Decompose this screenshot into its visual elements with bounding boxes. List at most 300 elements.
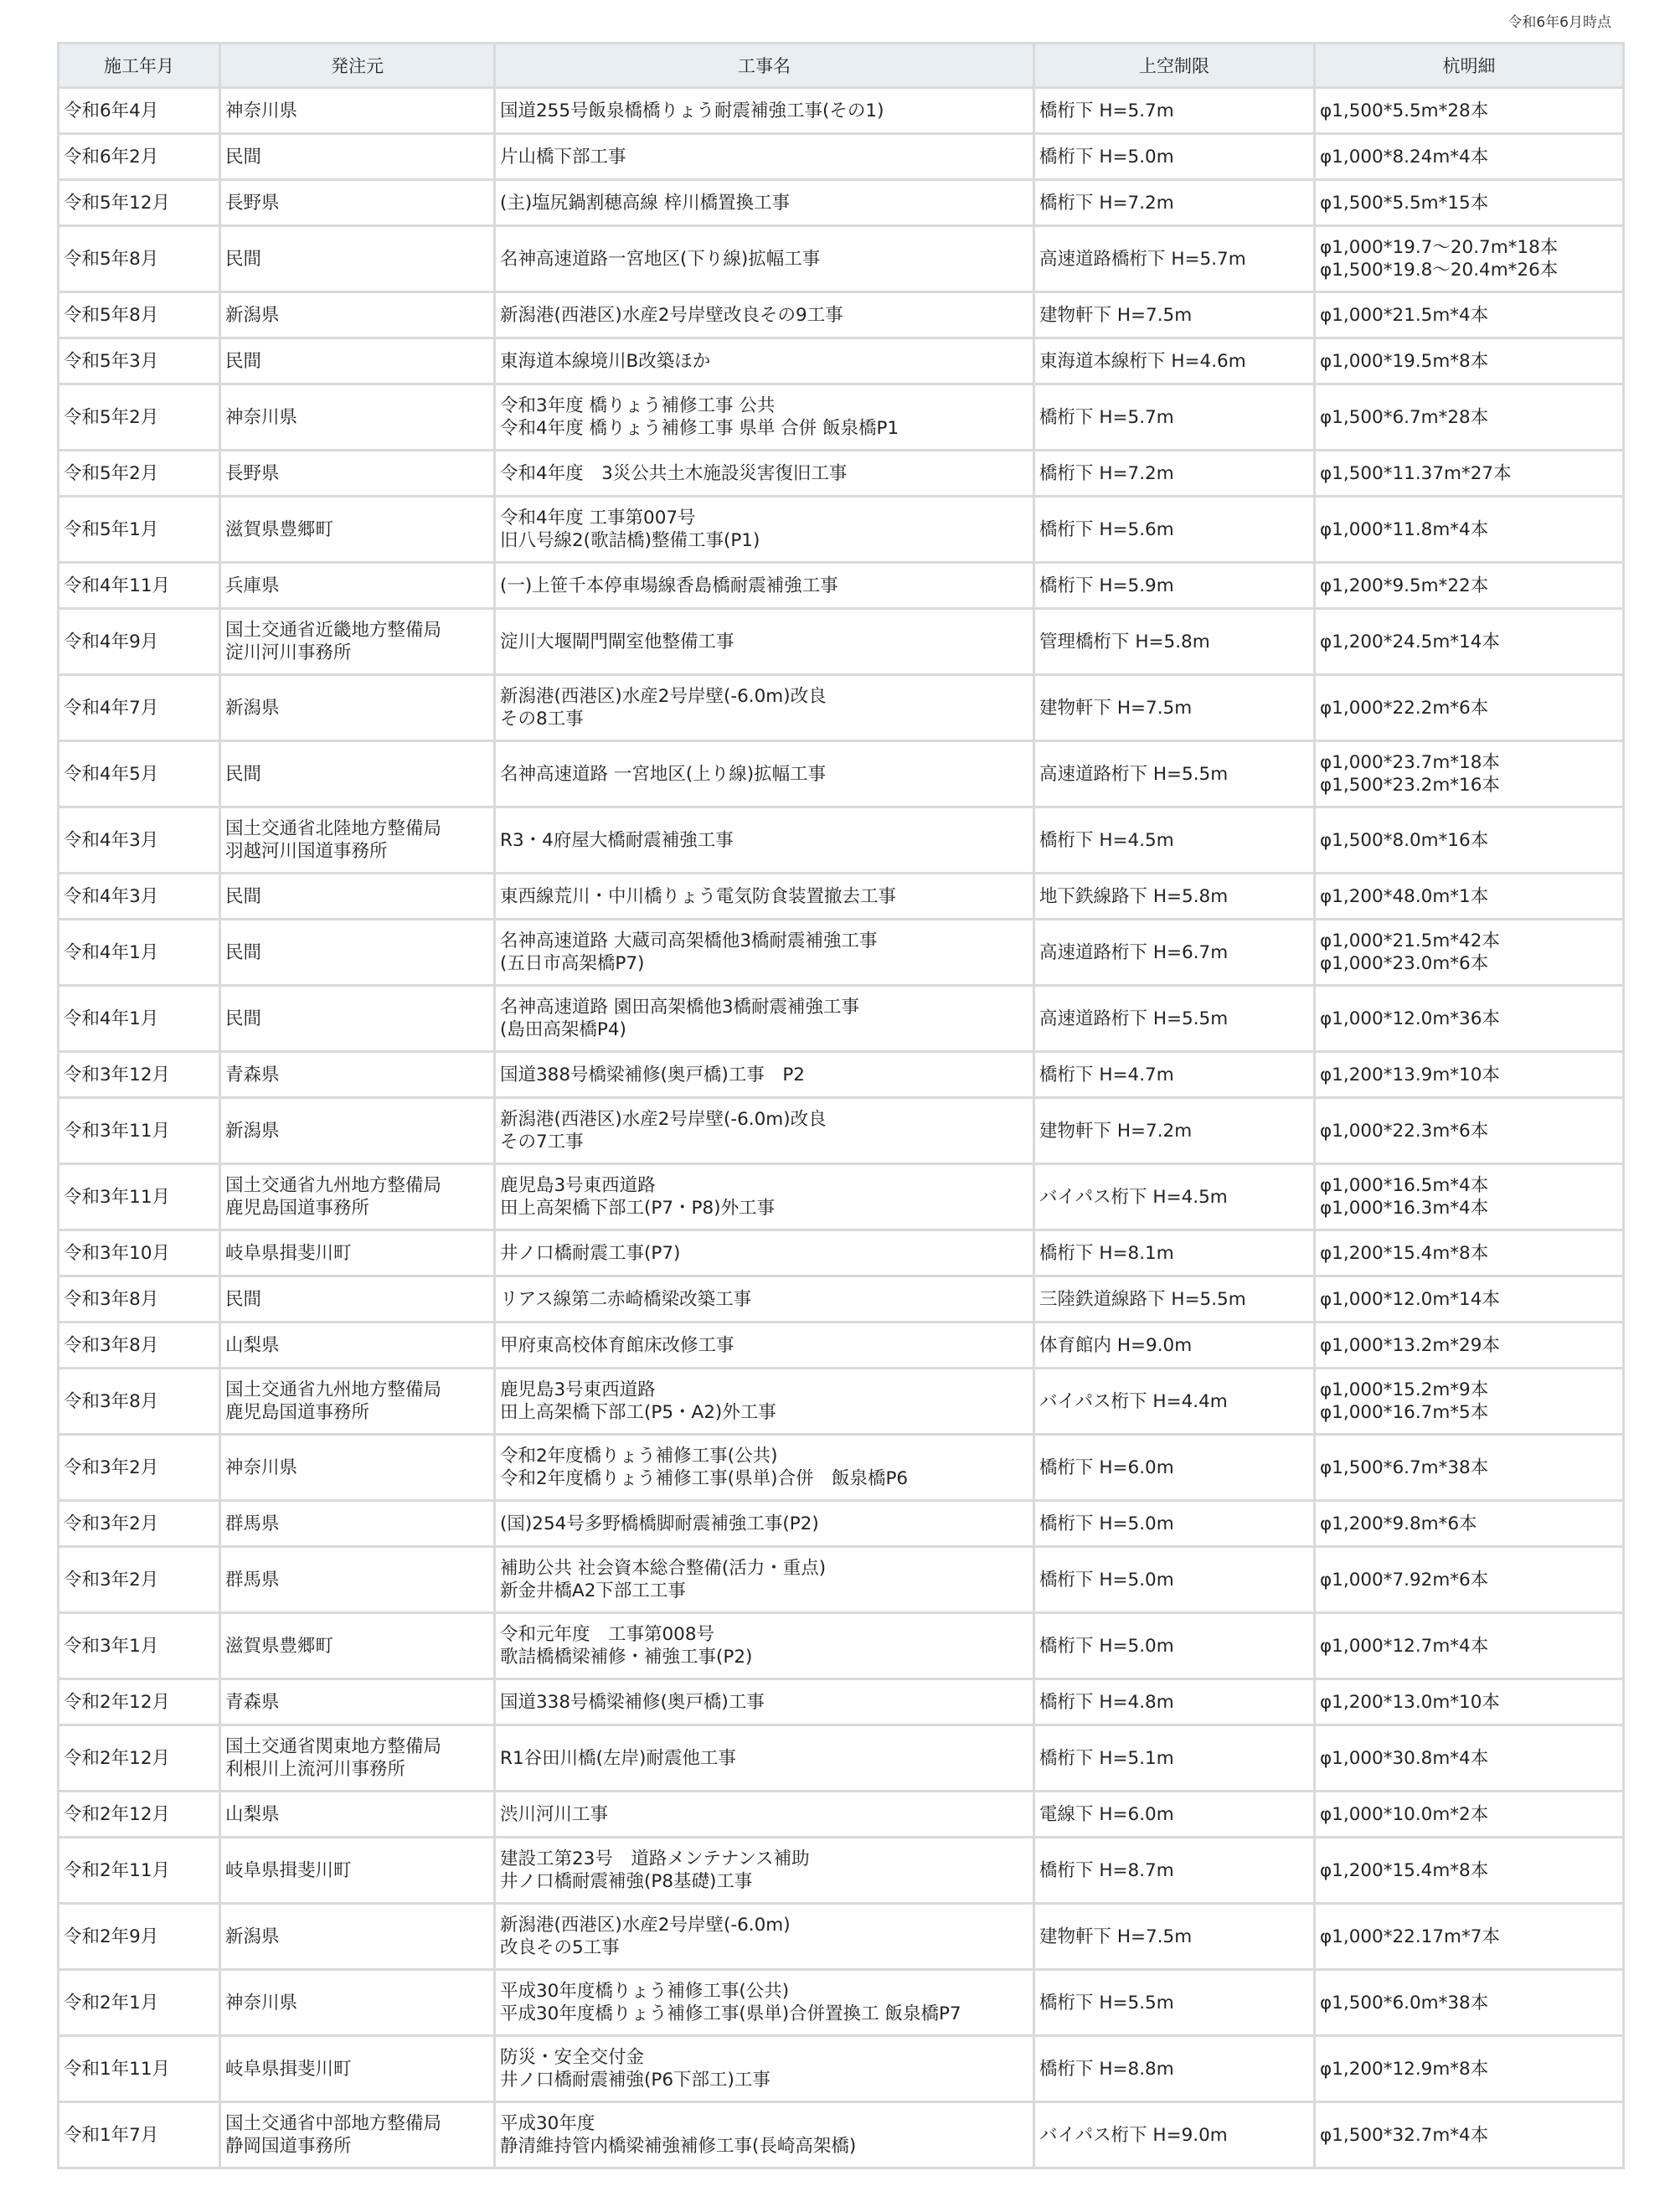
cell-work-name-line: 名神高速道路 園田高架橋他3橋耐震補強工事 [500,997,860,1018]
cell-client [221,1792,493,1836]
cell-work-name [496,1165,1033,1229]
cell-clearance: 高速道路桁下 H=5.5m [1035,987,1313,1050]
cell-date: 令和3年8月 [59,1369,219,1433]
cell-pile-details [1316,1905,1622,1968]
table-row [59,874,1622,918]
cell-client [221,385,493,449]
header-row [59,44,1622,86]
cell-client-line: 鹿児島国道事務所 [225,1198,370,1219]
cell-pile-details-line: φ1,000*12.7m*4本 [1320,1635,1489,1657]
cell-pile-details [1316,1369,1622,1433]
cell-client [221,808,493,872]
cell-client-line: 国土交通省北陸地方整備局 [225,818,442,839]
cell-work-name-line: 田上高架橋下部工(P5・A2)外工事 [500,1402,776,1423]
cell-date: 令和3年10月 [59,1231,219,1275]
cell-work-name [496,920,1033,984]
table-row [59,1905,1622,1968]
cell-pile-details-line: φ1,200*9.5m*22本 [1320,575,1489,596]
cell-pile-details-line: φ1,000*21.5m*42本 [1320,931,1500,951]
cell-clearance: バイパス桁下 H=4.5m [1035,1165,1313,1229]
cell-clearance: 橋桁下 H=5.0m [1035,1548,1313,1611]
cell-work-name [496,293,1033,337]
header-date: 施工年月 [59,44,219,86]
cell-pile-details [1316,987,1622,1050]
cell-pile-details [1316,135,1622,178]
cell-client [221,1099,493,1163]
header-clearance: 上空制限 [1035,44,1313,86]
cell-work-name-line: 新潟港(西港区)水産2号岸壁(-6.0m) [500,1915,791,1936]
cell-work-name [496,1369,1033,1433]
cell-clearance: 橋桁下 H=7.2m [1035,181,1313,224]
cell-clearance: 橋桁下 H=6.0m [1035,1436,1313,1499]
table-row [59,987,1622,1050]
cell-work-name [496,808,1033,872]
cell-clearance: 管理橋桁下 H=5.8m [1035,610,1313,673]
cell-clearance: 橋桁下 H=7.2m [1035,451,1313,495]
cell-pile-details [1316,385,1622,449]
cell-date: 令和3年1月 [59,1614,219,1678]
cell-pile-details-line: φ1,000*19.7～20.7m*18本 [1320,237,1559,258]
cell-date: 令和5年2月 [59,451,219,495]
cell-clearance: 体育館内 H=9.0m [1035,1323,1313,1367]
cell-date: 令和3年2月 [59,1548,219,1611]
cell-date: 令和3年11月 [59,1165,219,1229]
cell-client-line: 神奈川県 [225,406,298,428]
table-row [59,1369,1622,1433]
table-row [59,742,1622,806]
cell-date: 令和4年7月 [59,676,219,740]
cell-work-name-line: 令和2年度橋りょう補修工事(県単)合併 飯泉橋P6 [500,1468,909,1489]
cell-work-name-line: 令和3年度 橋りょう補修工事 公共 [500,395,776,416]
cell-pile-details [1316,1726,1622,1790]
table-row [59,1838,1622,1902]
cell-pile-details-line: φ1,000*19.5m*8本 [1320,350,1489,372]
cell-pile-details [1316,89,1622,132]
cell-client [221,1436,493,1499]
cell-client [221,89,493,132]
table-row [59,385,1622,449]
cell-date: 令和5年8月 [59,293,219,337]
cell-work-name-line: 東西線荒川・中川橋りょう電気防食装置撤去工事 [500,885,897,907]
cell-clearance: 橋桁下 H=8.8m [1035,2037,1313,2101]
cell-pile-details-line: φ1,200*48.0m*1本 [1320,885,1489,907]
cell-client-line: 民間 [225,763,262,785]
cell-pile-details [1316,1548,1622,1611]
table-row [59,1099,1622,1163]
cell-work-name [496,1548,1033,1611]
cell-work-name-line: 甲府東高校体育館床改修工事 [500,1334,734,1356]
cell-pile-details-line: φ1,200*24.5m*14本 [1320,631,1500,652]
cell-pile-details-line: φ1,500*6.0m*38本 [1320,1992,1489,2013]
cell-clearance: 建物軒下 H=7.5m [1035,1905,1313,1968]
cell-pile-details-line: φ1,200*12.9m*8本 [1320,2058,1489,2080]
cell-client-line: 山梨県 [225,1803,280,1825]
cell-work-name-line: 旧八号線2(歌詰橋)整備工事(P1) [500,530,760,551]
cell-pile-details-line: φ1,000*7.92m*6本 [1320,1569,1489,1591]
cell-pile-details-line: φ1,200*15.4m*8本 [1320,1242,1489,1264]
cell-client [221,498,493,561]
cell-client-line: 滋賀県豊郷町 [225,1635,334,1657]
table-row [59,227,1622,291]
cell-client [221,2037,493,2101]
cell-client-line: 民間 [225,1288,262,1310]
cell-client-line: 国土交通省関東地方整備局 [225,1736,442,1757]
cell-client-line: 鹿児島国道事務所 [225,1402,370,1423]
cell-date: 令和4年1月 [59,987,219,1050]
table-row [59,2037,1622,2101]
cell-work-name-line: 新潟港(西港区)水産2号岸壁(-6.0m)改良 [500,686,827,707]
cell-client-line: 民間 [225,885,262,907]
cell-pile-details-line: φ1,000*22.3m*6本 [1320,1120,1489,1142]
cell-client-line: 岐阜県揖斐川町 [225,1859,352,1881]
cell-pile-details-line: φ1,200*13.0m*10本 [1320,1691,1500,1713]
cell-work-name-line: 平成30年度 [500,2113,595,2134]
cell-work-name-line: R3・4府屋大橋耐震補強工事 [500,829,734,851]
cell-client-line: 山梨県 [225,1334,280,1356]
cell-pile-details [1316,1053,1622,1096]
cell-work-name [496,498,1033,561]
cell-client-line: 新潟県 [225,304,280,326]
table-row [59,808,1622,872]
cell-pile-details [1316,1971,1622,2034]
cell-pile-details [1316,1680,1622,1724]
cell-client [221,181,493,224]
cell-date: 令和5年2月 [59,385,219,449]
cell-pile-details [1316,2037,1622,2101]
cell-clearance: 橋桁下 H=5.7m [1035,89,1313,132]
cell-pile-details-line: φ1,000*11.8m*4本 [1320,518,1489,540]
cell-clearance: 橋桁下 H=4.7m [1035,1053,1313,1096]
cell-pile-details-line: φ1,000*12.0m*14本 [1320,1288,1500,1310]
cell-work-name-line: 名神高速道路一宮地区(下り線)拡幅工事 [500,248,821,270]
cell-clearance: 橋桁下 H=5.9m [1035,564,1313,607]
cell-client-line: 新潟県 [225,1120,280,1142]
cell-client [221,451,493,495]
cell-pile-details [1316,1231,1622,1275]
cell-clearance: 橋桁下 H=5.7m [1035,385,1313,449]
table-row [59,293,1622,337]
cell-work-name [496,2103,1033,2167]
cell-client-line: 羽越河川国道事務所 [225,841,388,862]
cell-date: 令和2年12月 [59,1680,219,1724]
cell-work-name-line: 建設工第23号 道路メンテナンス補助 [500,1848,810,1869]
cell-date: 令和5年8月 [59,227,219,291]
cell-work-name-line: 新潟港(西港区)水産2号岸壁(-6.0m)改良 [500,1109,827,1130]
cell-pile-details-line: φ1,000*15.2m*9本 [1320,1379,1489,1400]
cell-clearance: バイパス桁下 H=9.0m [1035,2103,1313,2167]
cell-client-line: 国土交通省近畿地方整備局 [225,620,442,641]
cell-work-name [496,2037,1033,2101]
cell-pile-details [1316,1436,1622,1499]
cell-work-name [496,1726,1033,1790]
cell-client-line: 神奈川県 [225,100,298,121]
cell-pile-details-line: φ1,000*8.24m*4本 [1320,146,1489,168]
cell-work-name-line: 新潟港(西港区)水産2号岸壁改良その9工事 [500,304,843,326]
cell-date: 令和3年12月 [59,1053,219,1096]
cell-date: 令和2年9月 [59,1905,219,1968]
cell-pile-details [1316,1792,1622,1836]
table-row [59,1502,1622,1545]
cell-work-name-line: (一)上笹千本停車場線香島橋耐震補強工事 [500,575,838,596]
cell-client [221,920,493,984]
cell-work-name-line: リアス線第二赤崎橋梁改築工事 [500,1288,752,1310]
cell-date: 令和2年11月 [59,1838,219,1902]
cell-client [221,1548,493,1611]
table-row [59,1436,1622,1499]
cell-pile-details [1316,1099,1622,1163]
cell-date: 令和5年1月 [59,498,219,561]
cell-clearance: 橋桁下 H=5.0m [1035,1614,1313,1678]
cell-date: 令和4年1月 [59,920,219,984]
cell-pile-details [1316,564,1622,607]
cell-pile-details-line: φ1,200*9.8m*6本 [1320,1513,1477,1534]
cell-date: 令和4年3月 [59,874,219,918]
cell-client [221,339,493,383]
cell-work-name-line: 令和2年度橋りょう補修工事(公共) [500,1446,778,1467]
cell-clearance: 高速道路橋桁下 H=5.7m [1035,227,1313,291]
cell-date: 令和2年1月 [59,1971,219,2034]
cell-date: 令和3年2月 [59,1502,219,1545]
cell-client [221,874,493,918]
header-pile-details: 杭明細 [1316,44,1622,86]
cell-pile-details [1316,1614,1622,1678]
cell-client [221,1165,493,1229]
cell-client [221,1971,493,2034]
cell-clearance: 橋桁下 H=5.5m [1035,1971,1313,2034]
cell-pile-details [1316,293,1622,337]
cell-work-name [496,1323,1033,1367]
cell-clearance: 地下鉄線路下 H=5.8m [1035,874,1313,918]
cell-client [221,293,493,337]
cell-client-line: 新潟県 [225,697,280,719]
cell-work-name [496,1502,1033,1545]
cell-pile-details [1316,808,1622,872]
cell-pile-details [1316,742,1622,806]
cell-client [221,1905,493,1968]
cell-work-name-line: 令和4年度 3災公共土木施設災害復旧工事 [500,462,848,484]
cell-work-name-line: 平成30年度橋りょう補修工事(公共) [500,1981,790,2002]
table-row [59,1971,1622,2034]
cell-pile-details [1316,498,1622,561]
cell-clearance: 建物軒下 H=7.2m [1035,1099,1313,1163]
cell-work-name-line: 淀川大堰閘門閘室他整備工事 [500,631,734,652]
cell-pile-details-line: φ1,500*6.7m*38本 [1320,1457,1489,1478]
cell-client-line: 国土交通省九州地方整備局 [225,1379,442,1400]
cell-pile-details-line: φ1,500*6.7m*28本 [1320,406,1489,428]
cell-clearance: 高速道路桁下 H=5.5m [1035,742,1313,806]
cell-client-line: 淀川河川事務所 [225,642,352,663]
cell-client-line: 神奈川県 [225,1992,298,2013]
cell-client [221,1726,493,1790]
cell-clearance: 橋桁下 H=5.0m [1035,135,1313,178]
cell-client-line: 青森県 [225,1064,280,1085]
cell-client-line: 民間 [225,248,262,270]
cell-pile-details-line: φ1,000*10.0m*2本 [1320,1803,1489,1825]
cell-work-name-line: 渋川河川工事 [500,1803,609,1825]
table-row [59,2103,1622,2167]
cell-work-name [496,874,1033,918]
cell-date: 令和4年5月 [59,742,219,806]
cell-date: 令和3年2月 [59,1436,219,1499]
cell-pile-details [1316,181,1622,224]
table-row [59,1277,1622,1321]
header-client: 発注元 [221,44,493,86]
cell-client [221,564,493,607]
cell-pile-details-line: φ1,500*8.0m*16本 [1320,829,1489,851]
cell-date: 令和2年12月 [59,1792,219,1836]
cell-pile-details-line: φ1,000*21.5m*4本 [1320,304,1489,326]
cell-work-name [496,181,1033,224]
cell-pile-details-line: φ1,000*22.2m*6本 [1320,697,1489,719]
cell-pile-details [1316,1502,1622,1545]
cell-client [221,1838,493,1902]
cell-client-line: 利根川上流河川事務所 [225,1759,406,1780]
cell-client-line: 民間 [225,1008,262,1029]
cell-work-name-line: その7工事 [500,1132,584,1152]
cell-client [221,1277,493,1321]
cell-client [221,1614,493,1678]
table-row [59,1323,1622,1367]
cell-work-name [496,227,1033,291]
cell-clearance: 東海道本線桁下 H=4.6m [1035,339,1313,383]
cell-work-name-line: (五日市高架橋P7) [500,953,645,974]
cell-work-name-line: 井ノ口橋耐震工事(P7) [500,1242,681,1264]
cell-work-name-line: 歌詰橋橋梁補修・補強工事(P2) [500,1647,753,1668]
cell-work-name-line: 井ノ口橋耐震補強(P6下部工)工事 [500,2070,770,2091]
cell-pile-details [1316,1838,1622,1902]
cell-client-line: 新潟県 [225,1926,280,1947]
cell-work-name [496,135,1033,178]
cell-pile-details [1316,1323,1622,1367]
cell-work-name [496,385,1033,449]
cell-pile-details-line: φ1,000*13.2m*29本 [1320,1334,1500,1356]
cell-work-name-line: 東海道本線境川B改築ほか [500,350,711,372]
cell-client [221,987,493,1050]
cell-clearance: 橋桁下 H=5.6m [1035,498,1313,561]
cell-clearance: 高速道路桁下 H=6.7m [1035,920,1313,984]
cell-client [221,1323,493,1367]
cell-client [221,1053,493,1096]
cell-pile-details [1316,451,1622,495]
table-row [59,339,1622,383]
cell-work-name-line: 片山橋下部工事 [500,146,626,168]
cell-client-line: 民間 [225,941,262,963]
cell-pile-details [1316,1165,1622,1229]
cell-client-line: 国土交通省九州地方整備局 [225,1175,442,1196]
cell-pile-details [1316,874,1622,918]
cell-pile-details [1316,227,1622,291]
cell-date: 令和6年2月 [59,135,219,178]
table-row [59,610,1622,673]
table-row [59,1726,1622,1790]
cell-client [221,1369,493,1433]
cell-pile-details-line: φ1,200*13.9m*10本 [1320,1064,1500,1085]
cell-clearance: バイパス桁下 H=4.4m [1035,1369,1313,1433]
cell-clearance: 橋桁下 H=8.7m [1035,1838,1313,1902]
cell-client-line: 群馬県 [225,1569,280,1591]
cell-work-name-line: その8工事 [500,709,584,730]
cell-work-name [496,987,1033,1050]
cell-clearance: 橋桁下 H=4.5m [1035,808,1313,872]
cell-work-name-line: (主)塩尻鍋割穂高線 梓川橋置換工事 [500,192,791,214]
cell-pile-details [1316,1277,1622,1321]
cell-work-name-line: 令和4年度 工事第007号 [500,508,696,529]
cell-pile-details-line: φ1,500*5.5m*28本 [1320,100,1489,121]
cell-client-line: 群馬県 [225,1513,280,1534]
cell-work-name [496,676,1033,740]
header-work-name: 工事名 [496,44,1033,86]
cell-client-line: 岐阜県揖斐川町 [225,2058,352,2080]
cell-work-name-line: 田上高架橋下部工(P7・P8)外工事 [500,1198,776,1219]
cell-client [221,227,493,291]
cell-work-name-line: 令和元年度 工事第008号 [500,1624,715,1645]
cell-work-name-line: 国道338号橋梁補修(奥戸橋)工事 [500,1691,765,1713]
cell-work-name-line: 改良その5工事 [500,1937,620,1958]
cell-work-name [496,1971,1033,2034]
cell-pile-details-line: φ1,000*12.0m*36本 [1320,1008,1500,1029]
cell-pile-details [1316,920,1622,984]
cell-client [221,676,493,740]
cell-clearance: 橋桁下 H=8.1m [1035,1231,1313,1275]
cell-pile-details-line: φ1,000*16.7m*5本 [1320,1402,1489,1423]
table-row [59,89,1622,132]
cell-work-name-line: 名神高速道路 一宮地区(上り線)拡幅工事 [500,763,827,785]
table-row [59,1165,1622,1229]
cell-work-name-line: 平成30年度橋りょう補修工事(県単)合併置換工 飯泉橋P7 [500,2003,961,2024]
cell-clearance: 三陸鉄道線路下 H=5.5m [1035,1277,1313,1321]
cell-client-line: 民間 [225,350,262,372]
table-row [59,564,1622,607]
table-row [59,181,1622,224]
cell-client [221,2103,493,2167]
cell-work-name-line: R1谷田川橋(左岸)耐震他工事 [500,1747,736,1769]
table-row [59,1792,1622,1836]
cell-client-line: 兵庫県 [225,575,280,596]
cell-date: 令和1年11月 [59,2037,219,2101]
cell-work-name [496,339,1033,383]
construction-record-table [57,42,1625,2169]
cell-work-name [496,451,1033,495]
cell-client-line: 青森県 [225,1691,280,1713]
cell-work-name [496,1053,1033,1096]
cell-client-line: 長野県 [225,462,280,484]
cell-work-name-line: (国)254号多野橋橋脚耐震補強工事(P2) [500,1513,819,1534]
cell-client-line: 長野県 [225,192,280,214]
cell-clearance: 橋桁下 H=5.0m [1035,1502,1313,1545]
cell-work-name-line: 鹿児島3号東西道路 [500,1379,656,1400]
cell-pile-details-line: φ1,500*19.8～20.4m*26本 [1320,260,1559,281]
table-row [59,1614,1622,1678]
cell-work-name-line: (島田高架橋P4) [500,1019,626,1040]
table-row [59,1548,1622,1611]
cell-work-name-line: 新金井橋A2下部工工事 [500,1580,686,1601]
cell-work-name-line: 補助公共 社会資本総合整備(活力・重点) [500,1558,827,1579]
cell-date: 令和3年11月 [59,1099,219,1163]
cell-work-name [496,1905,1033,1968]
cell-pile-details [1316,2103,1622,2167]
cell-work-name-line: 防災・安全交付金 [500,2047,645,2068]
cell-clearance: 建物軒下 H=7.5m [1035,293,1313,337]
cell-clearance: 橋桁下 H=5.1m [1035,1726,1313,1790]
cell-pile-details [1316,339,1622,383]
cell-work-name [496,610,1033,673]
cell-date: 令和3年8月 [59,1277,219,1321]
cell-pile-details-line: φ1,200*15.4m*8本 [1320,1859,1489,1881]
cell-client-line: 岐阜県揖斐川町 [225,1242,352,1264]
cell-pile-details-line: φ1,000*22.17m*7本 [1320,1926,1500,1947]
cell-client [221,742,493,806]
cell-date: 令和3年8月 [59,1323,219,1367]
